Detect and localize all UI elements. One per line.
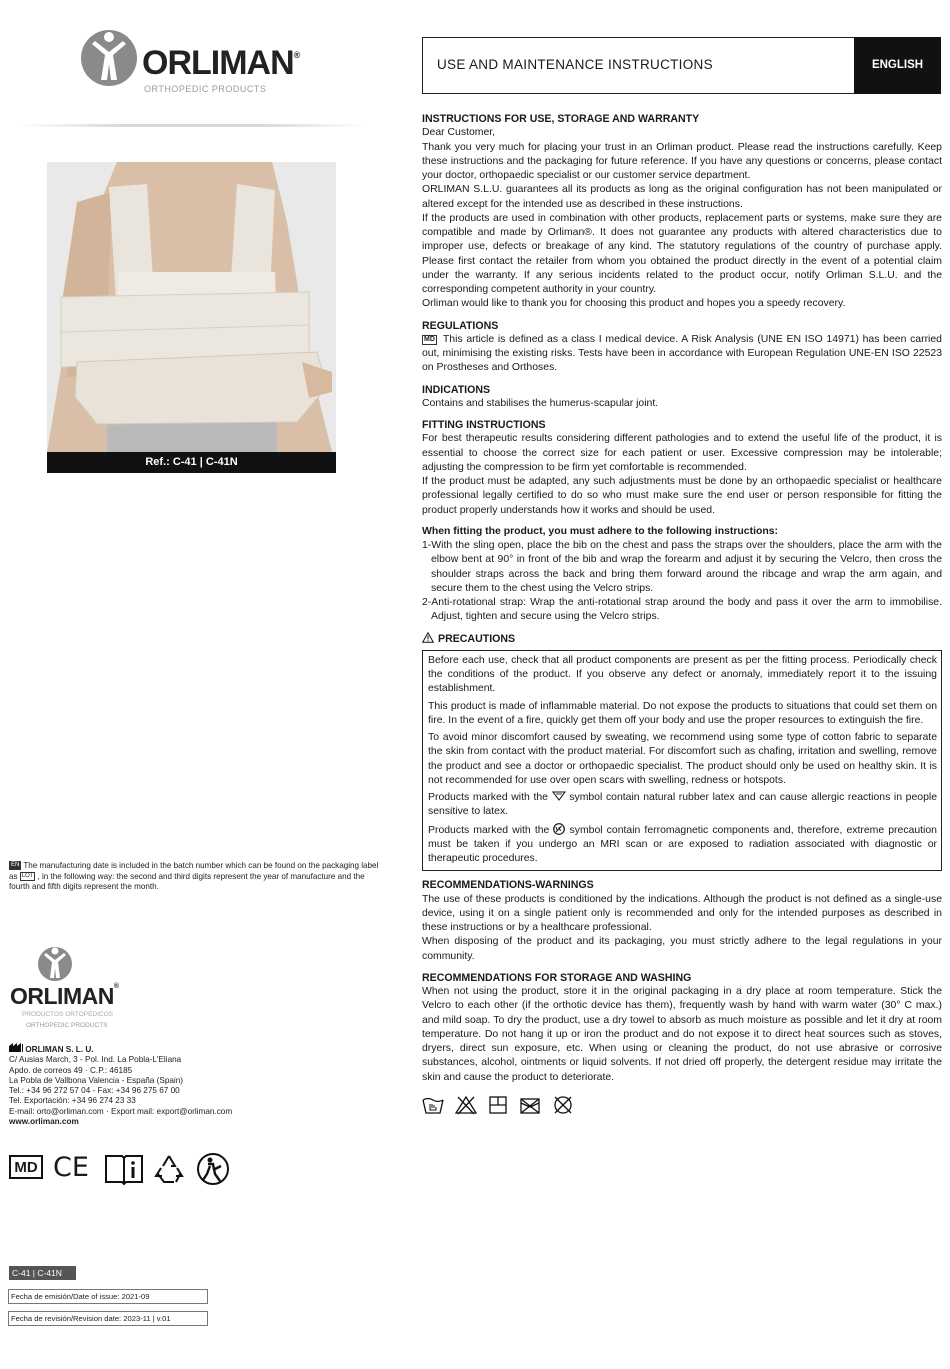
latex-icon [552,791,566,801]
paragraph: Contains and stabilises the humerus-scapular joint. [422,397,659,409]
brand-name: ORLIMAN® [10,983,119,1009]
manufacturing-date-note: EN The manufacturing date is included in the batch number which can be found on the packaging label as LOT , in the following way: the second and third digits represent the year of manufacture and the fourth and fifth digits represent the month. [9,861,379,891]
section-heading-indications: INDICATIONS [422,383,491,396]
fitting-step: 1-With the sling open, place the bib on the chest and pass the straps over the shoulders, place the arm with the elbow bent at 90° in front of the bib and wrap the forearm and adjust it by securing the Velcro, then cross the shoulder straps across the back and bring them forward around the ribcage and wrap the arm again, and secure them to the chest using the Velcro strips. [422,540,942,594]
revision-date: Fecha de revisión/Revision date: 2023-11 | v.01 [8,1311,208,1326]
brand-name: ORLIMAN® [142,44,300,82]
language-label: ENGLISH [854,37,941,94]
product-reference: Ref.: C-41 | C-41N [47,452,336,473]
certification-icons [9,1152,239,1188]
brand-figure-icon [78,28,140,86]
paragraph: When not using the product, store it in the original packaging in a dry place at room temperature. Stick the Velcro to each other (if the orthotic device has them), frequently wash by hand with warm water (30° C max.) and mild soap. To dry the product, use a dry towel to absorb as much moisture as possible and let it dry at room temperature. Do not hang it up or iron the product and do not expose it to direct heat sources such as stoves, dryers, direct sun exposure, etc. When using or cleaning the product, do not use abrasive or corrosive substances, alcohol, ointments or liquid solvents. If not dried off properly, the detergent residue may irritate the skin and cause the product to deteriorate. [422,986,942,1083]
fitting-step: 2-Anti-rotational strap: Wrap the anti-rotational strap around the body and pass it over the arm to immobilise. Adjust, tighten and secure using the Velcro strips. [422,597,942,623]
section-heading-storage: RECOMMENDATIONS FOR STORAGE AND WASHING [422,971,692,984]
paragraph: Before each use, check that all product components are present as per the fitting process. Periodically check the conditions of the product. If you observe any defect or anomaly, immediately report it to the issuing establishment. [428,654,937,695]
manufacturer-icon [9,1043,23,1052]
paragraph: Orliman would like to thank you for choosing this product and hopes you a speedy recovery. [422,298,846,310]
ce-mark-icon: CE [53,1152,89,1183]
no-bleach-icon [455,1095,477,1115]
paragraph: The use of these products is conditioned by the indications. Although the product is not defined as a single-use device, using it on a single patient only is recommended and only for the intended purposes as described in these instructions or by a healthcare professional. [422,893,942,933]
no-tumble-dry-icon [488,1095,508,1115]
product-photo [47,162,336,452]
greeting: Dear Customer, [422,127,496,139]
paragraph: For best therapeutic results considering different pathologies and to extend the useful life of the product, it is essential to choose the correct size for each patient or user. Excessive compression may be intolerable; adjusting the compression to be firm yet comfortable is recommended. [422,433,942,473]
section-heading-regulations: REGULATIONS [422,319,499,332]
page-title: USE AND MAINTENANCE INSTRUCTIONS [437,57,713,72]
paragraph: When disposing of the product and its packaging, you must strictly adhere to the legal regulations in your community. [422,936,942,962]
paragraph: Products marked with the symbol contain ferromagnetic components and, therefore, extreme precaution must be taken if you undergo an MRI scan or are exposed to radiation associated with diagnostic or therapeutic procedures. [428,824,937,864]
language-tag: EN [11,862,20,869]
precautions-box [422,650,942,872]
company-address-line: Apdo. de correos 49 · C.P.: 46185 [9,1065,133,1075]
company-website: www.orliman.com [9,1117,79,1127]
paragraph: To avoid minor discomfort caused by sweating, we recommend using some type of cotton fabric to separate the skin from contact with the product material. For discomfort such as chafing, irritation and swelling, remove the product and see a doctor or orthopaedic specialist. The product should only be used on healthy skin. It is not recommended for use over open scars with swelling, redness or hotspots. [428,732,937,786]
paragraph: Thank you very much for placing your trust in an Orliman product. Please read the instructions carefully. Keep these instructions and the packaging for future reference. If you have any questions or concerns, please contact your doctor, orthopaedic specialist or our customer service department. [422,141,942,181]
no-iron-icon [519,1095,541,1115]
brand-figure-icon [36,945,74,981]
paragraph: ORLIMAN S.L.U. guarantees all its products as long as the original configuration has not been manipulated or altered except for the intended use as described in these instructions. [422,184,942,210]
section-heading-precautions: PRECAUTIONS [422,632,942,646]
warning-icon [422,632,434,643]
company-email: E-mail: orto@orliman.com · Export mail: export@orliman.com [9,1106,233,1116]
brand-tagline: ORTHOPEDIC PRODUCTS [144,84,267,94]
paragraph: If the products are used in combination with other products, replacement parts or systems, make sure they are compatible and made by Orliman®. It does not guarantee any products with altered characteristics due to improper use, defects or breakage of any kind. The statutory regulations of the country of purchase apply. Please first contact the retailer from whom you obtained the product directly in the event of a potential claim under the warranty. If any serious incidents related to the product occur, notify Orliman S.L.U. and the corresponding competent authority in your country. [422,212,942,295]
disposal-icon [195,1152,231,1186]
steps-heading: When fitting the product, you must adhere to the following instructions: [422,525,779,537]
consult-instructions-icon [104,1152,144,1186]
medical-device-icon: MD [424,335,435,343]
section-heading-warnings: RECOMMENDATIONS-WARNINGS [422,879,594,892]
company-phone: Tel.: +34 96 272 57 04 - Fax: +34 96 275 67 00 [9,1086,180,1096]
mri-unsafe-icon [553,823,565,835]
paragraph: If the product must be adapted, any such adjustments must be done by an orthopaedic specialist or healthcare professional legally certified to do so who must make sure the end user or person responsible for fitting the product properly understands how it works and should be used. [422,476,942,516]
company-address-line: La Pobla de Vallbona Valencia - España (Spain) [9,1075,184,1085]
brand-logo [78,28,338,98]
section-heading-fitting: FITTING INSTRUCTIONS [422,419,546,431]
paragraph: This product is made of inflammable material. Do not expose the products to situations that could set them on fire. In the event of a fire, quickly get them off your body and use the proper resources to extinguish the fire. [428,700,937,726]
paragraph: Products marked with the symbol contain natural rubber latex and can cause allergic reactions in people sensitive to latex. [428,792,938,818]
care-icons [422,1095,942,1117]
brand-tagline-es: PRODUCTOS ORTOPÉDICOS [22,1011,114,1018]
company-info [9,1043,309,1127]
brand-tagline: ORTHOPEDIC PRODUCTS [26,1022,108,1029]
company-address-line: C/ Ausias March, 3 - Pol. Ind. La Pobla-L'Eliana [9,1055,182,1065]
no-dry-clean-icon [552,1095,574,1115]
page-header [422,37,941,94]
product-code: C-41 | C-41N [9,1266,76,1280]
brand-logo-bottom [10,945,140,1035]
section-heading-instructions: INSTRUCTIONS FOR USE, STORAGE AND WARRANTY [422,113,700,125]
company-export-phone: Tel. Exportación: +34 96 274 23 33 [9,1096,136,1106]
company-name: ORLIMAN S. L. U. [9,1043,309,1055]
recycle-icon [152,1152,186,1186]
medical-device-icon: MD [9,1155,43,1179]
instructions-body [422,112,942,1117]
divider [18,124,368,127]
lot-tag: LOT [21,872,34,879]
hand-wash-icon [422,1095,444,1115]
issue-date: Fecha de emisión/Date of issue: 2021-09 [8,1289,208,1304]
paragraph: MD This article is defined as a class I medical device. A Risk Analysis (UNE EN ISO 14971) has been carried out, minimising the existing risks. Tests have been in accordance with European Regulation UNE-EN ISO 22523 on Prostheses and Orthoses. [422,333,942,374]
